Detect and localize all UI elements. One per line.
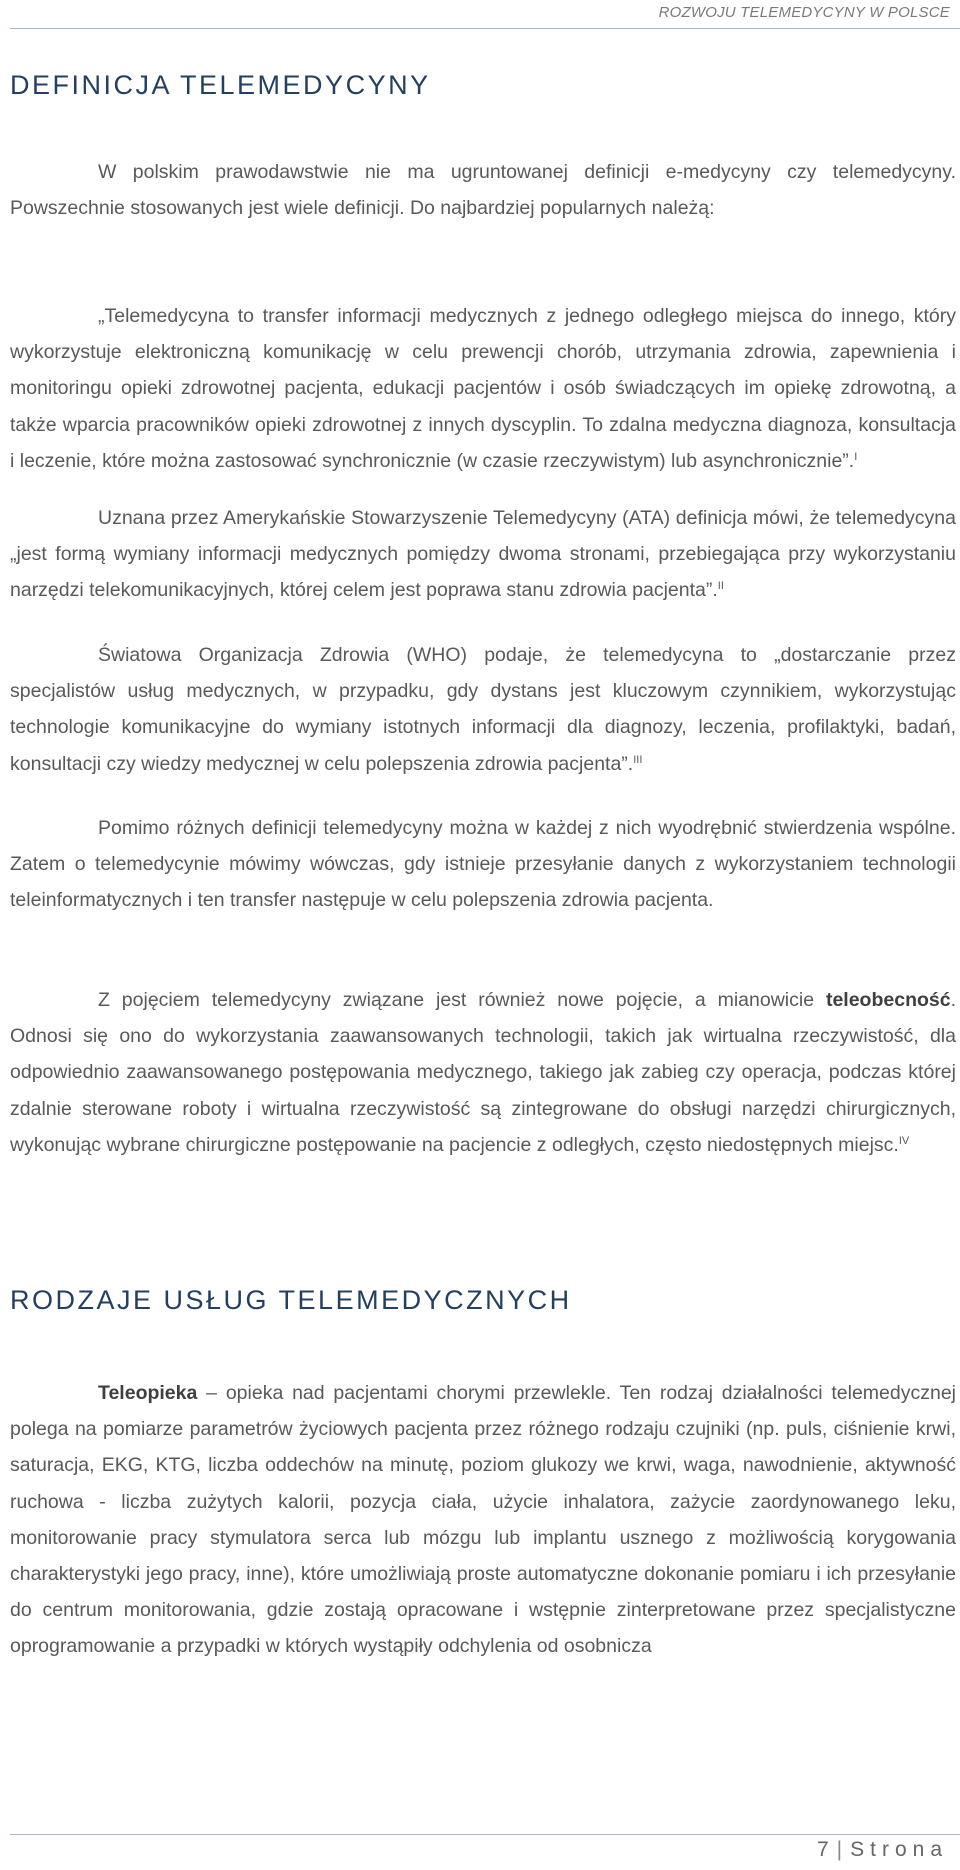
paragraph-teleobecnosc xyxy=(10,982,956,1163)
running-title: ROZWOJU TELEMEDYCYNY W POLSCE xyxy=(658,4,950,21)
page-number: 7 xyxy=(816,1838,829,1861)
footer-rule xyxy=(10,1834,960,1835)
paragraph-teleopieka xyxy=(10,1375,956,1665)
paragraph-intro-text: W polskim prawodawstwie nie ma ugruntowanej definicji e-medycyny czy telemedycyny. Powszechnie stosowanych jest wiele definicji. Do najbardziej popularnych należą: xyxy=(10,161,956,220)
teleobecnosc-body-text: . Odnosi się ono do wykorzystania zaawansowanych technologii, takich jak wirtualna rzeczywistość, dla odpowiednio zaawansowanego postępowania medycznego, takiego jak zabieg czy operacja, podczas której zdalnie sterowane roboty i wirtualna rzeczywistość są zintegrowane do obsługi narzędzi chirurgicznych, wykonując wybrane chirurgiczne postępowanie na pacjencie z odległych, często niedostępnych miejsc. xyxy=(10,989,957,1156)
footnote-ref-2[interactable]: II xyxy=(717,580,724,593)
footer-separator: | xyxy=(836,1838,843,1861)
paragraph-intro xyxy=(10,154,956,226)
section-title-rodzaje: RODZAJE USŁUG TELEMEDYCZNYCH xyxy=(10,1285,572,1315)
running-header xyxy=(0,0,960,28)
paragraph-ata-definition xyxy=(10,500,956,609)
page-word: Strona xyxy=(850,1838,948,1861)
header-rule xyxy=(10,28,960,29)
quote-definition-text: „Telemedycyna to transfer informacji medycznych z jednego odległego miejsca do innego, który wykorzystuje elektroniczną komunikację w celu prewencji chorób, utrzymania zdrowia, zapewnienia i monitoringu opieki zdrowotnej pacjenta, edukacji pacjentów i osób świadczących im opiekę zdrowotną, a także wparcia pracowników opieki zdrowotnej z innych dyscyplin. To zdalna medyczna diagnoza, konsultacja i leczenie, które można zastosować synchronicznie (w czasie rzeczywistym) lub asynchronicznie”. xyxy=(10,305,956,472)
section-title-definicja: DEFINICJA TELEMEDYCYNY xyxy=(10,70,431,100)
footnote-ref-1[interactable]: I xyxy=(854,450,858,463)
who-definition-text: Światowa Organizacja Zdrowia (WHO) podaje, że telemedycyna to „dostarczanie przez specjalistów usług medycznych, w przypadku, gdy dystans jest kluczowym czynnikiem, wykorzystując technologie komunikacyjne do wymiany istotnych informacji dla diagnozy, leczenia, profilaktyki, badań, konsultacji czy wiedzy medycznej w celu polepszenia zdrowia pacjenta”. xyxy=(10,644,956,775)
term-teleobecnosc: teleobecność xyxy=(825,989,951,1011)
term-teleopieka: Teleopieka xyxy=(98,1382,198,1404)
footnote-ref-4[interactable]: IV xyxy=(898,1134,910,1147)
paragraph-common-statements xyxy=(10,810,956,919)
paragraph-who-definition xyxy=(10,637,956,782)
teleobecnosc-intro-text: Z pojęciem telemedycyny związane jest również nowe pojęcie, a mianowicie xyxy=(98,989,815,1011)
teleopieka-text: – opieka nad pacjentami chorymi przewlekle. Ten rodzaj działalności telemedycznej polega na pomiarze parametrów życiowych pacjenta przez różnego rodzaju czujniki (np. puls, ciśnienie krwi, saturacja, EKG, KTG, liczba oddechów na minutę, poziom glukozy we krwi, waga, nawodnienie, aktywność ruchowa - liczba zużytych kalorii, pozycja ciała, użycie inhalatora, zażycie zaordynowanego leku, monitorowanie pracy stymulatora serca lub mózgu lub implantu usznego z możliwością korygowania charakterystyki jego pracy, inne), które umożliwiają proste automatyczne dokonanie pomiaru i ich przesyłanie do centrum monitorowania, gdzie zostają opracowane i wstępnie zinterpretowane przez specjalistyczne oprogramowanie a przypadki w których wystąpiły odchylenia od osobnicza xyxy=(10,1382,956,1658)
ata-definition-text: Uznana przez Amerykańskie Stowarzyszenie Telemedycyny (ATA) definicja mówi, że telemedycyna „jest formą wymiany informacji medycznych pomiędzy dwoma stronami, przebiegająca przy wykorzystaniu narzędzi telekomunikacyjnych, której celem jest poprawa stanu zdrowia pacjenta”. xyxy=(10,507,956,602)
paragraph-quote-definition xyxy=(10,298,956,479)
common-statements-text: Pomimo różnych definicji telemedycyny można w każdej z nich wyodrębnić stwierdzenia wspólne. Zatem o telemedycynie mówimy wówczas, gdy istnieje przesyłanie danych z wykorzystaniem technologii teleinformatycznych i ten transfer następuje w celu polepszenia zdrowia pacjenta. xyxy=(10,817,956,912)
page-footer xyxy=(817,1838,948,1862)
footnote-ref-3[interactable]: III xyxy=(633,753,643,766)
